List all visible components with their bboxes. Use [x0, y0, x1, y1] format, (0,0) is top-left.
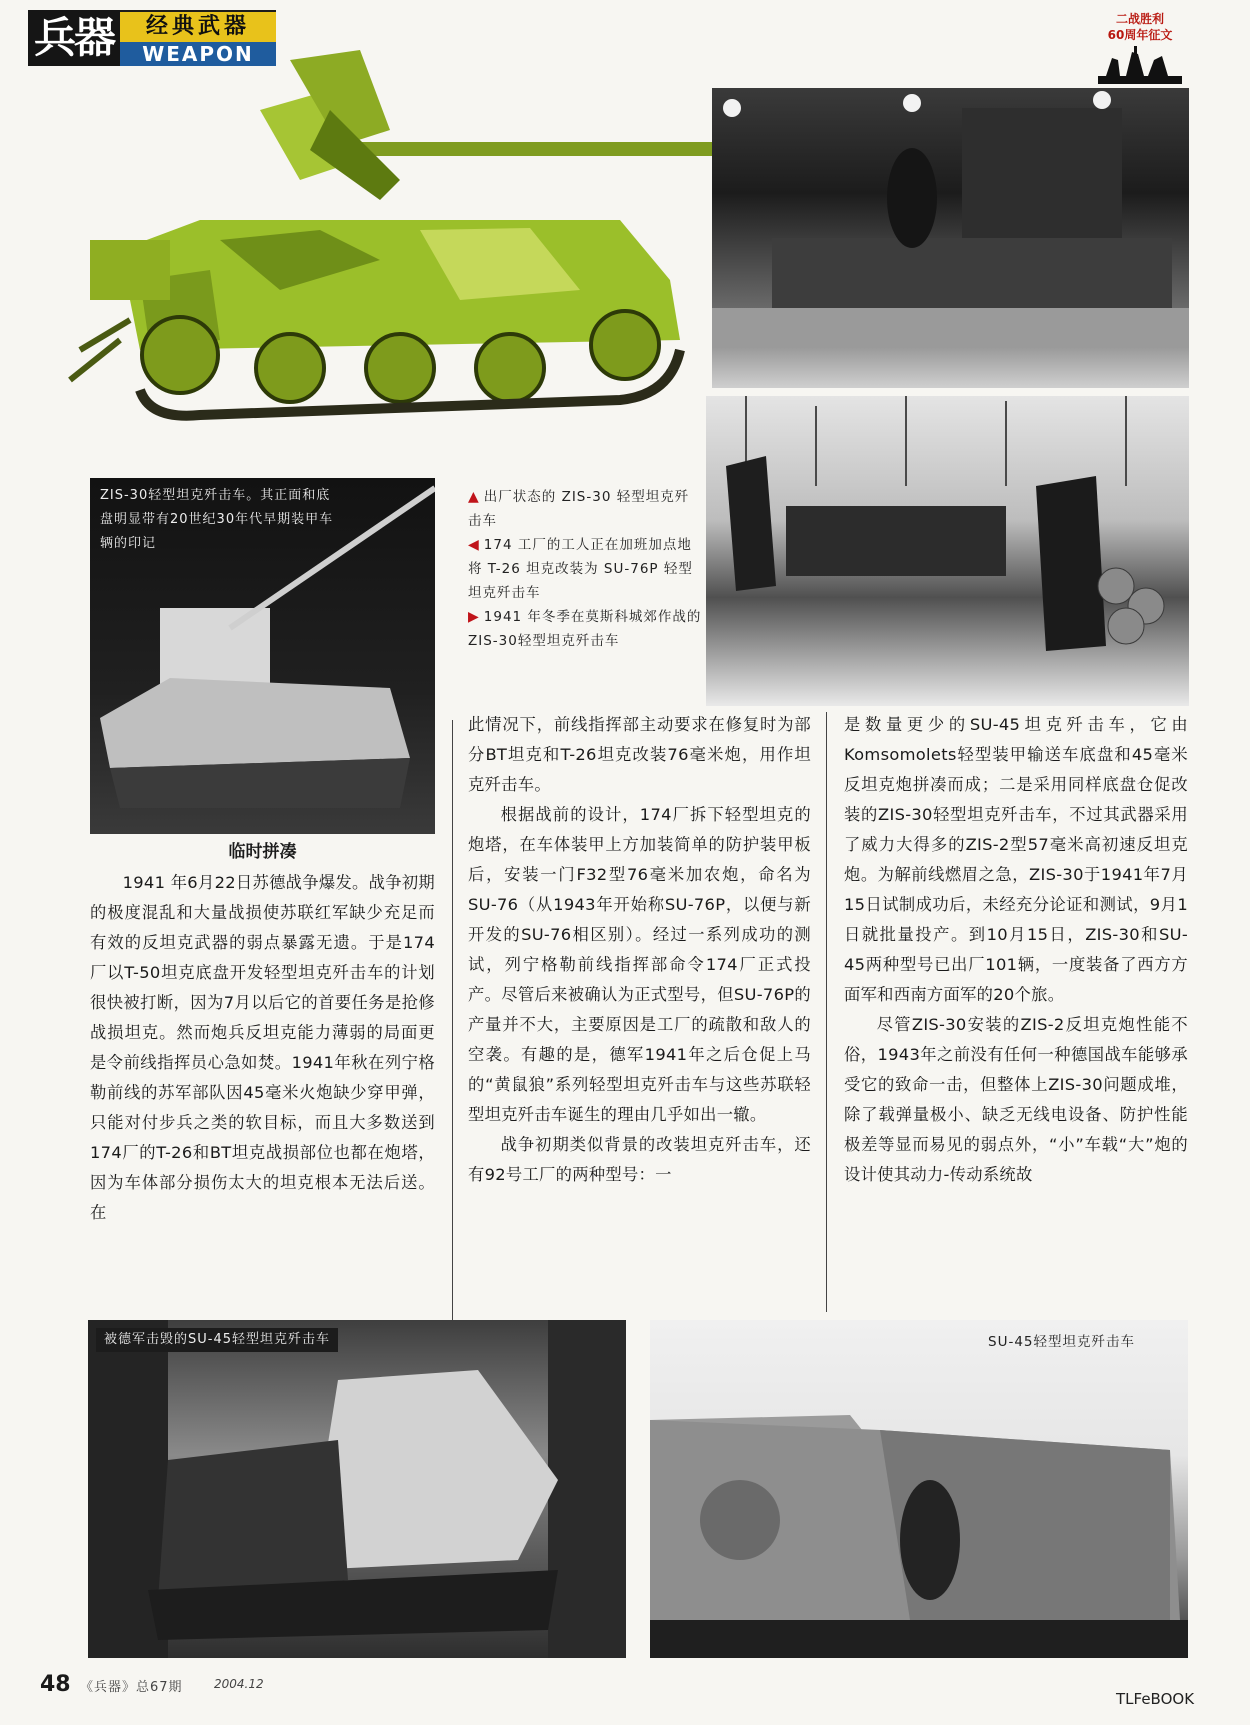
article-column-3: [844, 710, 1188, 1190]
column-divider: [452, 720, 453, 1320]
paragraph: 战争初期类似背景的改装坦克歼击车，还有92号工厂的两种型号：一: [468, 1135, 811, 1184]
caption-item: [468, 533, 703, 605]
paragraph: 根据战前的设计，174厂拆下轻型坦克的炮塔，在车体装甲上方加装简单的防护装甲板后，安装一门F32型76毫米加农炮，命名为SU-76（从1943年开始称SU-76P，以便与新开发的SU-76相区别）。经过一系列成功的测试，列宁格勒前线指挥部命令174厂正式投产。尽管后来被确认为正式型号，但SU-76P的产量并不大，主要原因是工厂的疏散和敌人的空袭。有趣的是，德军1941年之后仓促上马的“黄鼠狼”系列轻型坦克歼击车与这些苏联轻型坦克歼击车诞生的理由几乎如出一辙。: [468, 805, 811, 1124]
anniversary-line1: 二战胜利: [1115, 12, 1164, 26]
article-column-1: [90, 868, 435, 1228]
zis30-color-illustration: [60, 50, 760, 470]
caption-text: 1941 年冬季在莫斯科城郊作战的ZIS-30轻型坦克歼击车: [468, 609, 702, 649]
soldiers-silhouette-icon: [1098, 46, 1182, 84]
anniversary-badge: [1092, 8, 1188, 86]
winter-photo-art: [706, 396, 1189, 706]
caption-text: 出厂状态的 ZIS-30 轻型坦克歼击车: [468, 489, 690, 529]
bottom-left-caption-box: [96, 1328, 338, 1352]
section-title: 临时拼凑: [228, 842, 297, 862]
winter-moscow-photo: [706, 396, 1189, 706]
zis30-inset-photo: [90, 478, 435, 834]
paragraph: 1941 年6月22日苏德战争爆发。战争初期的极度混乱和大量战损使苏联红军缺少充足而有效的反坦克武器的弱点暴露无遗。于是174厂以T-50坦克底盘开发轻型坦克歼击车的计划很快被打断，因为7月以后它的首要任务是抢修战损坦克。然而炮兵反坦克能力薄弱的局面更是令前线指挥员心急如焚。1941年秋在列宁格勒前线的苏军部队因45毫米火炮缺少穿甲弹，只能对付步兵之类的软目标，而且大多数送到174厂的T-26和BT坦克战损部位也都在炮塔，因为车体部分损伤太大的坦克根本无法后送。在: [90, 873, 435, 1222]
issue-label: 《兵器》总67期: [80, 1680, 183, 1695]
paragraph: 是数量更少的SU-45坦克歼击车，它由Komsomolets轻型装甲输送车底盘和45毫米反坦克炮拼凑而成；二是采用同样底盘仓促改装的ZIS-30轻型坦克歼击车，不过其武器采用了威力大得多的ZIS-2型57毫米高初速反坦克炮。为解前线燃眉之急，ZIS-30于1941年7月15日试制成功后，未经充分论证和测试，9月1日就批量投产。到10月15日，ZIS-30和SU-45两种型号已出厂101辆，一度装备了西方方面军和西南方面军的20个旅。: [844, 715, 1188, 1004]
anniversary-line2: 60周年征文: [1107, 28, 1173, 42]
issue-date: 2004.12: [214, 1677, 264, 1691]
page-number: 48: [40, 1672, 71, 1697]
article-column-2: [468, 710, 811, 1190]
brand-subtitle: 经典武器: [120, 12, 276, 42]
inset-caption: ZIS-30轻型坦克歼击车。其正面和底盘明显带有20世纪30年代早期装甲车辆的印记: [100, 488, 334, 551]
paragraph: 此情况下，前线指挥部主动要求在修复时为部分BT坦克和T-26坦克改装76毫米炮，用作坦克歼击车。: [468, 715, 811, 794]
caption-item: [468, 605, 703, 653]
destroyed-su45-art: [88, 1320, 626, 1658]
factory-workshop-photo: [712, 88, 1189, 388]
bottom-right-caption: SU-45轻型坦克歼击车: [988, 1334, 1135, 1350]
left-arrow-icon: ◀: [468, 537, 480, 553]
bottom-left-caption: 被德军击毁的SU-45轻型坦克歼击车: [104, 1332, 331, 1347]
su45-photo: [650, 1320, 1188, 1658]
su45-art: [650, 1320, 1188, 1658]
column-divider: [826, 712, 827, 1312]
destroyed-su45-photo: [88, 1320, 626, 1658]
brand-main-title: 兵器: [28, 10, 120, 66]
scan-credit: TLFeBOOK: [1116, 1690, 1195, 1708]
caption-item: [468, 485, 703, 533]
paragraph: 尽管ZIS-30安装的ZIS-2反坦克炮性能不俗，1943年之前没有任何一种德国战车能够承受它的致命一击，但整体上ZIS-30问题成堆，除了载弹量极小、缺乏无线电设备、防护性能极差等显而易见的弱点外，“小”车载“大”炮的设计使其动力-传动系统故: [844, 1015, 1188, 1184]
up-arrow-icon: ▲: [468, 489, 480, 505]
right-arrow-icon: ▶: [468, 609, 480, 625]
factory-photo-art: [712, 88, 1189, 388]
photo-caption-stack: [468, 485, 703, 653]
caption-text: 174 工厂的工人正在加班加点地将 T-26 坦克改装为 SU-76P 轻型坦克歼击车: [468, 537, 693, 601]
brand-english: WEAPON: [120, 42, 276, 66]
